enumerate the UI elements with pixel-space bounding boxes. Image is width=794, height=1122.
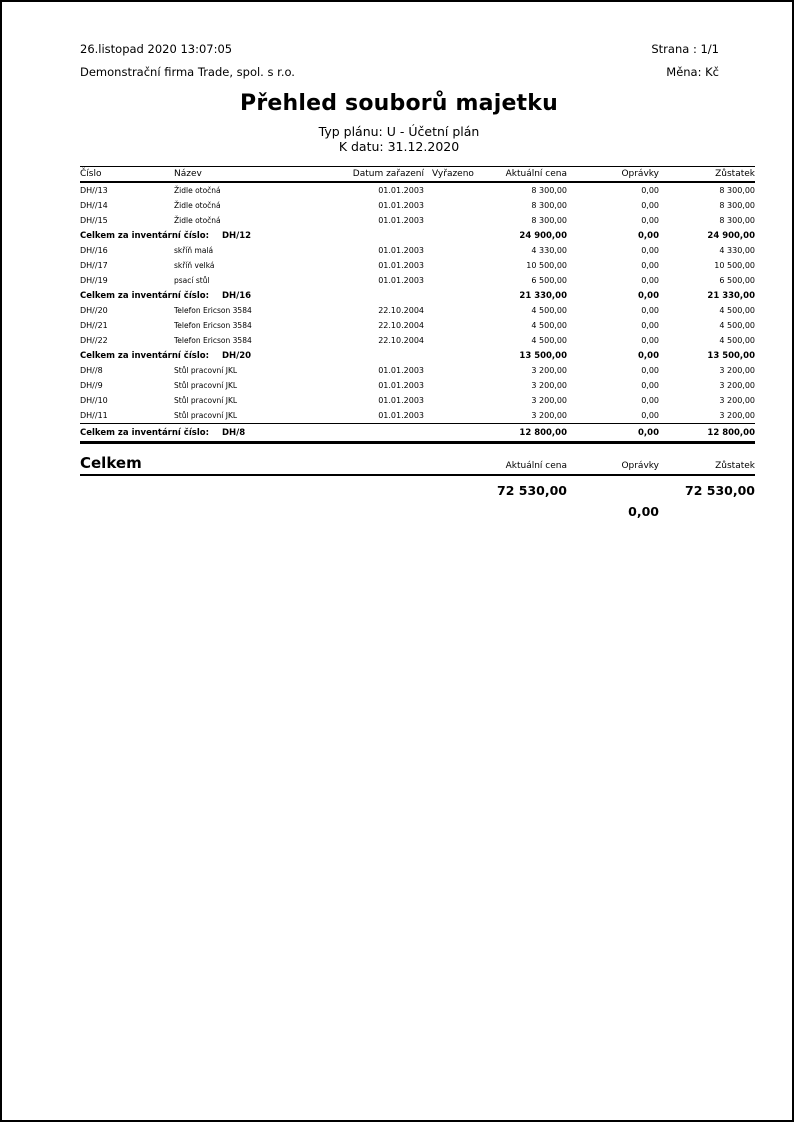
group-total-row: Celkem za inventární číslo: DH/8 12 800,00 0,00 12 800,00: [80, 424, 755, 443]
table-row: DH//13 Židle otočná 01.01.2003 8 300,00 0,00 8 300,00: [80, 186, 755, 195]
group-total-label: Celkem za inventární číslo:: [80, 427, 209, 438]
table-row: DH//20 Telefon Ericson 3584 22.10.2004 4 500,00 0,00 4 500,00: [80, 306, 755, 315]
table-row: DH//11 Stůl pracovní JKL 01.01.2003 3 200,00 0,00 3 200,00: [80, 411, 755, 420]
table-row: DH//21 Telefon Ericson 3584 22.10.2004 4 500,00 0,00 4 500,00: [80, 321, 755, 330]
table-header-row: [80, 167, 755, 183]
group-total-row: Celkem za inventární číslo: DH/12 24 900,00 0,00 24 900,00: [80, 230, 755, 241]
grand-total-header-opravky: Oprávky: [621, 461, 659, 471]
col-header-cena: Aktuální cena: [482, 167, 567, 183]
page-number: Strana : 1/1: [651, 42, 719, 56]
table-row: DH//9 Stůl pracovní JKL 01.01.2003 3 200,00 0,00 3 200,00: [80, 381, 755, 390]
group-total-row: Celkem za inventární číslo: DH/20 13 500,00 0,00 13 500,00: [80, 350, 755, 361]
table-row: DH//22 Telefon Ericson 3584 22.10.2004 4 500,00 0,00 4 500,00: [80, 336, 755, 345]
plan-type-line: Typ plánu: U - Účetní plán: [318, 124, 480, 139]
table-row: DH//10 Stůl pracovní JKL 01.01.2003 3 200,00 0,00 3 200,00: [80, 396, 755, 405]
col-header-zustatek: Zůstatek: [659, 167, 755, 183]
report-title: Přehled souborů majetku: [240, 91, 558, 116]
group-inventory-id: DH/12: [221, 230, 252, 241]
assets-table: [80, 166, 755, 444]
grand-total-header-zustatek: Zůstatek: [715, 461, 755, 471]
table-row: DH//14 Židle otočná 01.01.2003 8 300,00 0,00 8 300,00: [80, 201, 755, 210]
grand-total-zustatek: 72 530,00: [685, 483, 755, 498]
group-inventory-id: DH/16: [221, 290, 252, 301]
group-total-label: Celkem za inventární číslo:: [80, 350, 209, 361]
table-row: DH//16 skříň malá 01.01.2003 4 330,00 0,00 4 330,00: [80, 246, 755, 255]
report-subtitle: [2, 124, 794, 154]
as-of-date-line: K datu: 31.12.2020: [338, 139, 460, 154]
grand-total-opravky: 0,00: [628, 504, 659, 519]
report-header-line2: [80, 65, 755, 79]
table-row: DH//17 skříň velká 01.01.2003 10 500,00 0,00 10 500,00: [80, 261, 755, 270]
table-row: DH//8 Stůl pracovní JKL 01.01.2003 3 200,00 0,00 3 200,00: [80, 366, 755, 375]
group-total-label: Celkem za inventární číslo:: [80, 290, 209, 301]
group-total-row: Celkem za inventární číslo: DH/16 21 330,00 0,00 21 330,00: [80, 290, 755, 301]
group-total-label: Celkem za inventární číslo:: [80, 230, 209, 241]
grand-total-cena: 72 530,00: [497, 483, 567, 498]
grand-total-values: [80, 476, 755, 546]
grand-total-header-cena: Aktuální cena: [505, 461, 567, 471]
col-header-nazev: Název: [174, 167, 349, 183]
col-header-vyrazeno: Vyřazeno: [424, 167, 482, 183]
col-header-cislo: Číslo: [80, 167, 174, 183]
report-datetime: 26.listopad 2020 13:07:05: [80, 42, 233, 56]
group-inventory-id: DH/20: [221, 350, 252, 361]
col-header-opravky: Oprávky: [567, 167, 659, 183]
company-name: Demonstrační firma Trade, spol. s r.o.: [80, 65, 295, 79]
col-header-datum: Datum zařazení: [349, 167, 424, 183]
grand-total-label: Celkem: [80, 454, 142, 472]
currency-label: Měna: Kč: [666, 65, 719, 79]
table-row: DH//19 psací stůl 01.01.2003 6 500,00 0,00 6 500,00: [80, 276, 755, 285]
grand-total-band: [80, 448, 755, 476]
report-header-line1: [80, 42, 755, 56]
group-inventory-id: DH/8: [221, 427, 246, 438]
table-row: DH//15 Židle otočná 01.01.2003 8 300,00 0,00 8 300,00: [80, 216, 755, 225]
